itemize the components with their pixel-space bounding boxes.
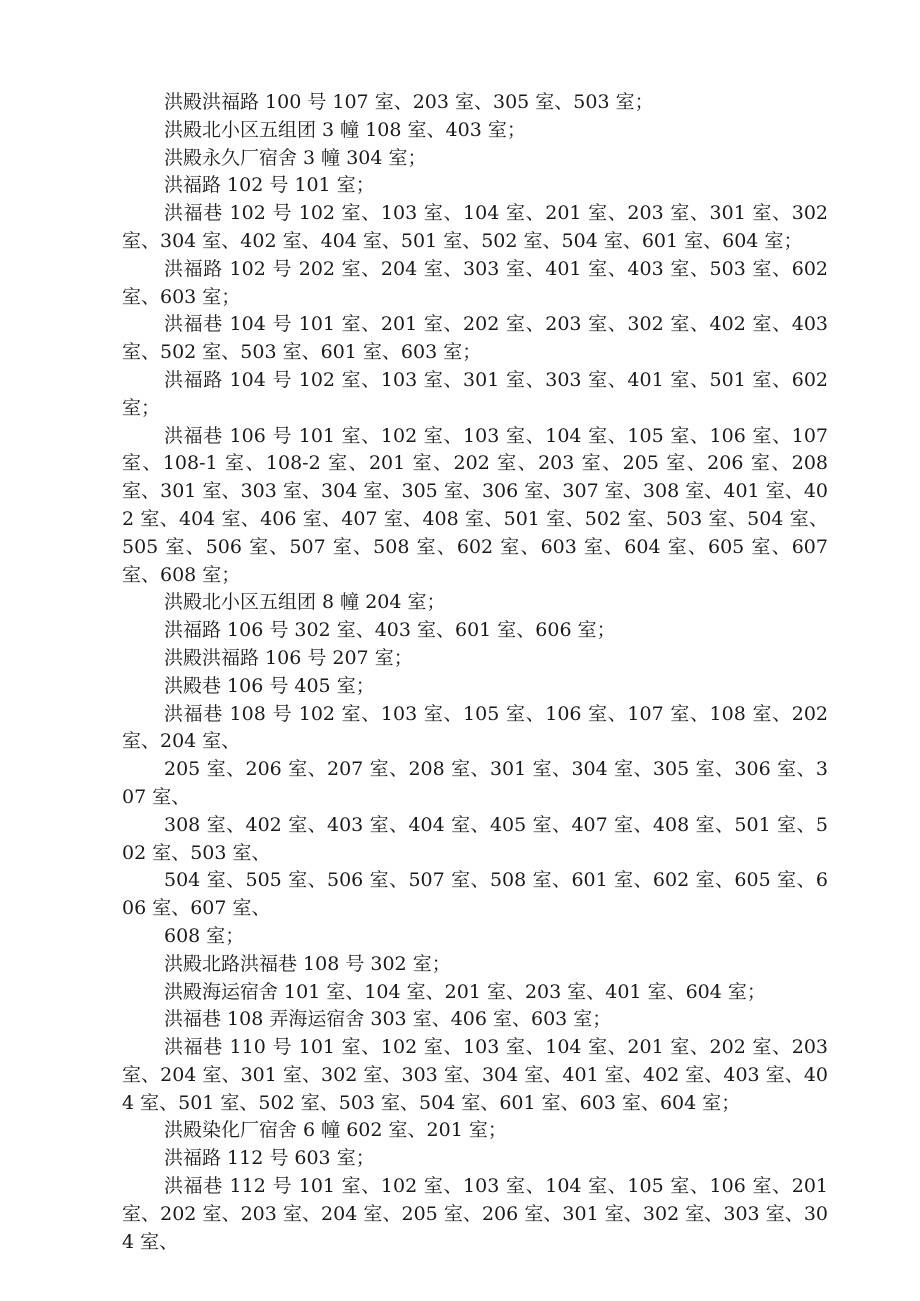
- address-paragraph: 洪殿洪福路 100 号 107 室、203 室、305 室、503 室；: [164, 91, 654, 113]
- address-paragraph: 608 室；: [164, 924, 245, 947]
- address-paragraph: 308 室、402 室、403 室、404 室、405 室、407 室、408 室、501 室、502 室、503 室、: [122, 813, 828, 864]
- address-paragraph: 洪殿海运宿舍 101 室、104 室、201 室、203 室、401 室、604 室；: [164, 980, 766, 1003]
- address-paragraph: 洪殿北小区五组团 3 幢 108 室、403 室；: [164, 118, 526, 141]
- address-paragraph: 洪福路 106 号 302 室、403 室、601 室、606 室；: [164, 619, 616, 642]
- address-paragraph: 洪福巷 108 号 102 室、103 室、105 室、106 室、107 室、108 室、202 室、204 室、: [122, 702, 828, 753]
- address-paragraph: 洪殿巷 106 号 405 室；: [164, 674, 375, 697]
- address-paragraph: 洪福巷 112 号 101 室、102 室、103 室、104 室、105 室、106 室、201 室、202 室、203 室、204 室、205 室、206 室、301 室、302 室、303 室、304 室、: [122, 1175, 828, 1253]
- address-paragraph: 洪殿洪福路 106 号 207 室；: [164, 646, 413, 669]
- address-paragraph: 洪福巷 110 号 101 室、102 室、103 室、104 室、201 室、202 室、203 室、204 室、301 室、302 室、303 室、304 室、401 室、402 室、403 室、404 室、501 室、502 室、503 室、504 室、601 室、603 室、604 室；: [122, 1036, 828, 1114]
- address-paragraph: 洪福巷 106 号 101 室、102 室、103 室、104 室、105 室、106 室、107 室、108-1 室、108-2 室、201 室、202 室、203 室、205 室、206 室、208 室、301 室、303 室、304 室、305 室、306 室、307 室、308 室、401 室、402 室、404 室、406 室、407 室、408 室、501 室、502 室、503 室、504 室、505 室、506 室、507 室、508 室、602 室、603 室、604 室、605 室、607 室、608 室；: [122, 424, 828, 586]
- address-paragraph: 洪福巷 104 号 101 室、201 室、202 室、203 室、302 室、402 室、403 室、502 室、503 室、601 室、603 室；: [122, 313, 828, 364]
- address-paragraph: 洪福路 112 号 603 室；: [164, 1147, 375, 1170]
- address-paragraph: 洪殿永久厂宿舍 3 幢 304 室；: [164, 146, 427, 169]
- address-paragraph: 洪福路 102 号 101 室；: [164, 174, 375, 197]
- address-paragraph: 洪福路 104 号 102 室、103 室、301 室、303 室、401 室、501 室、602 室；: [122, 368, 828, 419]
- document-body: [122, 89, 828, 1256]
- address-paragraph: 洪福巷 108 弄海运宿舍 303 室、406 室、603 室；: [164, 1008, 612, 1031]
- address-paragraph: 洪殿北路洪福巷 108 号 302 室；: [164, 952, 451, 975]
- address-paragraph: 504 室、505 室、506 室、507 室、508 室、601 室、602 室、605 室、606 室、607 室、: [122, 869, 828, 920]
- address-paragraph: 205 室、206 室、207 室、208 室、301 室、304 室、305 室、306 室、307 室、: [122, 758, 828, 808]
- address-paragraph: 洪福路 102 号 202 室、204 室、303 室、401 室、403 室、503 室、602 室、603 室；: [122, 257, 828, 308]
- address-paragraph: 洪殿北小区五组团 8 幢 204 室；: [164, 591, 446, 614]
- address-paragraph: 洪福巷 102 号 102 室、103 室、104 室、201 室、203 室、301 室、302 室、304 室、402 室、404 室、501 室、502 室、504 室、601 室、604 室；: [122, 202, 828, 252]
- address-paragraph: 洪殿染化厂宿舍 6 幢 602 室、201 室；: [164, 1119, 507, 1142]
